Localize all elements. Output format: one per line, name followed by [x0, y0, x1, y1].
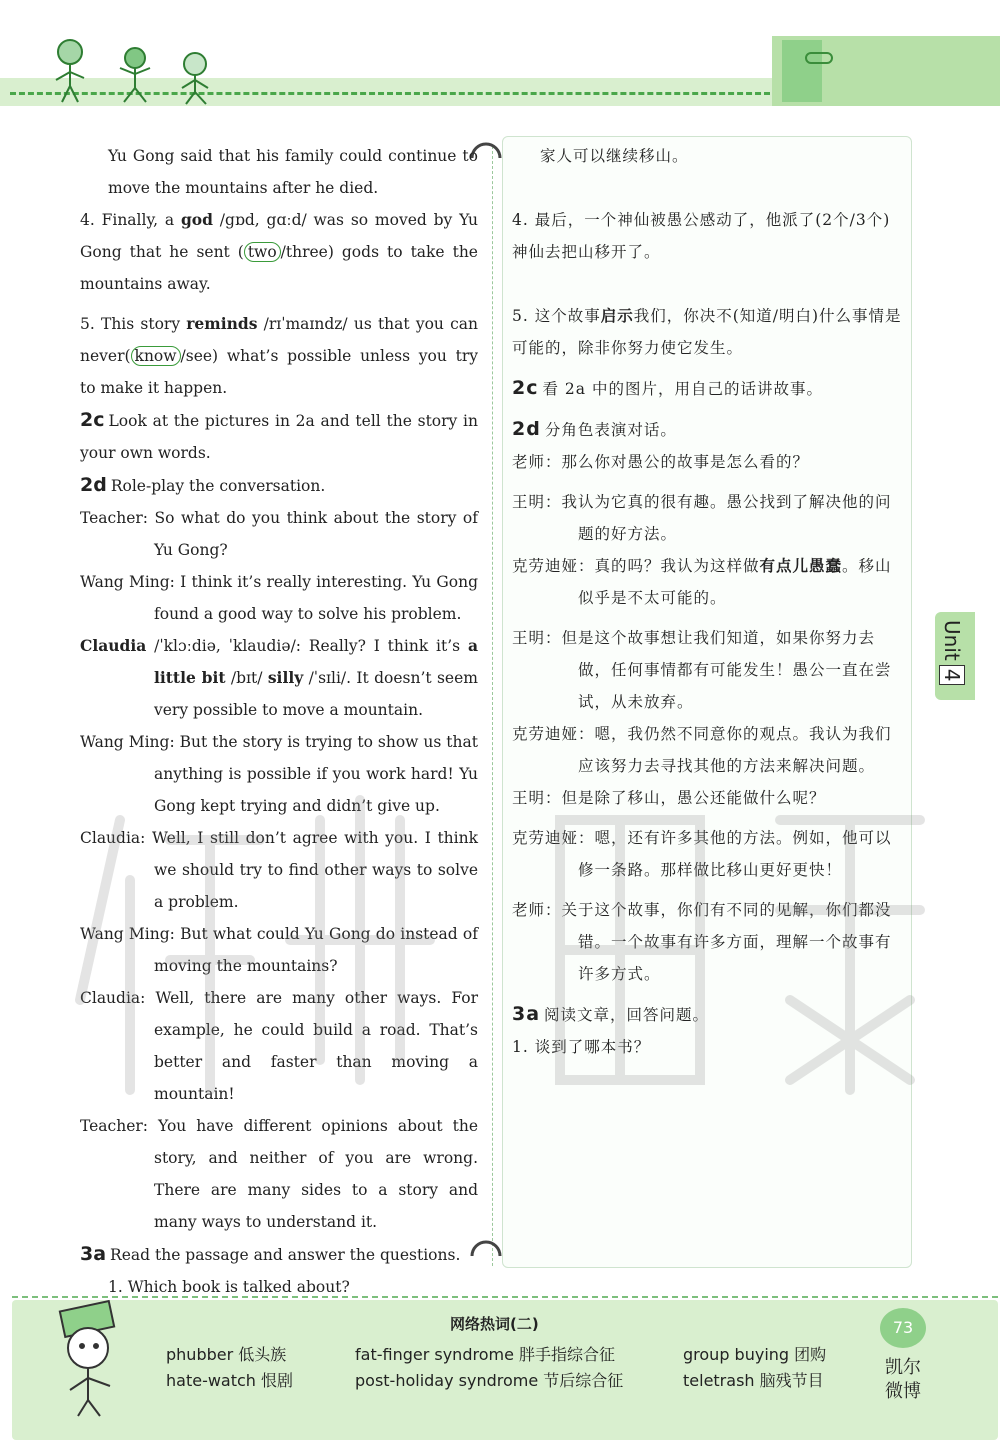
unit-side-tab: [935, 612, 975, 700]
column-divider: [492, 146, 493, 1266]
section-2c: [80, 404, 478, 469]
section-instruction: 看 2a 中的图片，用自己的话讲故事。: [542, 380, 823, 398]
footer-term: post-holiday syndrome 节后综合征: [355, 1371, 624, 1390]
text: /three) gods to take the mountains away.: [80, 243, 478, 293]
text: 我们，你决不(知道/明白)什么事情是可能的，除非你努力使它发生。: [512, 307, 902, 357]
section-instruction: 分角色表演对话。: [544, 421, 677, 439]
dialogue-line: Wang Ming: I think it’s really interesting. Yu Gong found a good way to solve his problem.: [80, 573, 478, 623]
text: 5. 这个故事: [512, 307, 601, 325]
section-instruction: Read the passage and answer the questions.: [110, 1246, 461, 1264]
text: /ˈklɔːdiə, ˈklaudiə/: Really? I think it’s: [146, 637, 468, 655]
dialogue-line: Teacher: You have different opinions about the story, and neither of you are wrong. There are many sides to a story and many ways to understand it.: [80, 1117, 478, 1231]
dialogue-line: 克劳迪娅：嗯，还有许多其他的方法。例如，他可以修一条路。那样做比移山更好更快！: [512, 829, 892, 879]
section-label: 2d: [80, 474, 107, 496]
text: /gɒd, gɑːd/ was so moved by Yu Gong that he sent (: [80, 211, 478, 261]
section-3a: [512, 998, 904, 1031]
vocab-word: a little bit: [154, 636, 478, 687]
header-tab-accent: [782, 40, 822, 102]
vocab-word: reminds: [186, 314, 258, 333]
chinese-column: [512, 140, 904, 1063]
section-label: 2c: [512, 377, 539, 399]
dialogue-line: Claudia: Well, there are many other ways. For example, he could build a road. That’s better and faster than moving a mountain!: [80, 989, 478, 1103]
vocab-word: god: [180, 210, 213, 229]
vocab-word: silly: [267, 668, 304, 687]
text: 。移山似乎是不太可能的。: [578, 557, 892, 607]
footer-term: fat-finger syndrome 胖手指综合征: [355, 1345, 616, 1364]
english-item-5: [80, 308, 478, 404]
footer-title: 网络热词(二): [450, 1315, 539, 1333]
dialogue-line: 老师：那么你对愚公的故事是怎么看的？: [512, 453, 810, 471]
unit-number: 4: [939, 665, 965, 686]
unit-label: [939, 620, 965, 685]
dialogue-line: 王明：但是除了移山，愚公还能做什么呢？: [512, 789, 826, 807]
text: 5. This story: [80, 315, 187, 333]
text: /see) what’s possible unless you try to make it happen.: [80, 347, 478, 397]
chinese-item-4: 4. 最后，一个神仙被愚公感动了，他派了(2个/3个)神仙去把山移开了。: [512, 211, 891, 261]
brand-label: 凯尔微博: [885, 1357, 921, 1402]
footer-term: group buying 团购: [683, 1345, 827, 1364]
speaker: Claudia: [80, 636, 147, 655]
section-2c: [512, 372, 904, 405]
section-2d: [80, 469, 478, 502]
section-instruction: Role-play the conversation.: [110, 477, 326, 495]
dialogue-line: [80, 630, 478, 726]
dialogue-line: 王明：但是这个故事想让我们知道，如果你努力去做，任何事情都有可能发生！愚公一直在尝试，从未放弃。: [512, 629, 892, 711]
footer-dashed-line: [12, 1296, 998, 1298]
page-number: 73: [880, 1308, 926, 1348]
circled-answer: two: [244, 242, 281, 262]
chinese-paragraph: 家人可以继续移山。: [540, 147, 689, 165]
footer-term: phubber 低头族: [166, 1345, 287, 1364]
footer-term: hate-watch 恨剧: [166, 1371, 294, 1390]
section-label: 3a: [512, 1003, 541, 1025]
dialogue-line: 老师：关于这个故事，你们有不同的见解，你们都没错。一个故事有许多方面，理解一个故事有许多方式。: [512, 901, 892, 983]
footer-term: teletrash 脑残节目: [683, 1371, 824, 1390]
section-instruction: 阅读文章，回答问题。: [544, 1006, 710, 1024]
dialogue-line: Wang Ming: But the story is trying to show us that anything is possible if you work hard! Yu Gong kept trying and didn’t give up.: [80, 733, 478, 815]
dialogue-line: [512, 550, 904, 614]
unit-word: Unit: [940, 620, 964, 661]
section-2d: [512, 413, 904, 446]
vocab-word: 有点儿愚蠢: [759, 556, 843, 575]
dialogue-line: 王明：我认为它真的很有趣。愚公找到了解决他的问题的好方法。: [512, 493, 892, 543]
dialogue-line: Teacher: So what do you think about the story of Yu Gong?: [80, 509, 478, 559]
dialogue-line: 克劳迪娅：嗯，我仍然不同意你的观点。我认为我们应该努力去寻找其他的方法来解决问题。: [512, 725, 892, 775]
text: 4. Finally, a: [80, 211, 181, 229]
section-3a: [80, 1238, 478, 1271]
text: /rɪˈmaɪndz/ us that you can never(: [80, 315, 478, 365]
section-label: 2d: [512, 418, 541, 440]
dialogue-line: Claudia: Well, I still don’t agree with you. I think we should try to find other ways to solve a problem.: [80, 829, 478, 911]
section-instruction: Look at the pictures in 2a and tell the story in your own words.: [80, 412, 478, 462]
text: /ˈsɪli/. It doesn’t seem very possible to move a mountain.: [154, 669, 478, 719]
section-label: 3a: [80, 1243, 107, 1265]
circled-answer: know: [131, 346, 181, 366]
english-column: [80, 140, 478, 1303]
reading-boy-icon: [40, 1290, 150, 1420]
english-paragraph: Yu Gong said that his family could continue to move the mountains after he died.: [108, 147, 478, 197]
vocab-word: 启示: [600, 306, 634, 325]
cartoon-kids-icon: [40, 30, 240, 110]
text: 克劳迪娅：真的吗？我认为这样做: [512, 557, 760, 575]
dialogue-line: Wang Ming: But what could Yu Gong do instead of moving the mountains?: [80, 925, 478, 975]
text: /bɪt/: [225, 669, 268, 687]
english-item-4: [80, 204, 478, 300]
question: 1. 谈到了哪本书？: [512, 1038, 651, 1056]
question: 1. Which book is talked about?: [108, 1278, 350, 1296]
section-label: 2c: [80, 409, 105, 431]
chinese-item-5: [512, 300, 904, 364]
paperclip-icon: [805, 52, 833, 64]
